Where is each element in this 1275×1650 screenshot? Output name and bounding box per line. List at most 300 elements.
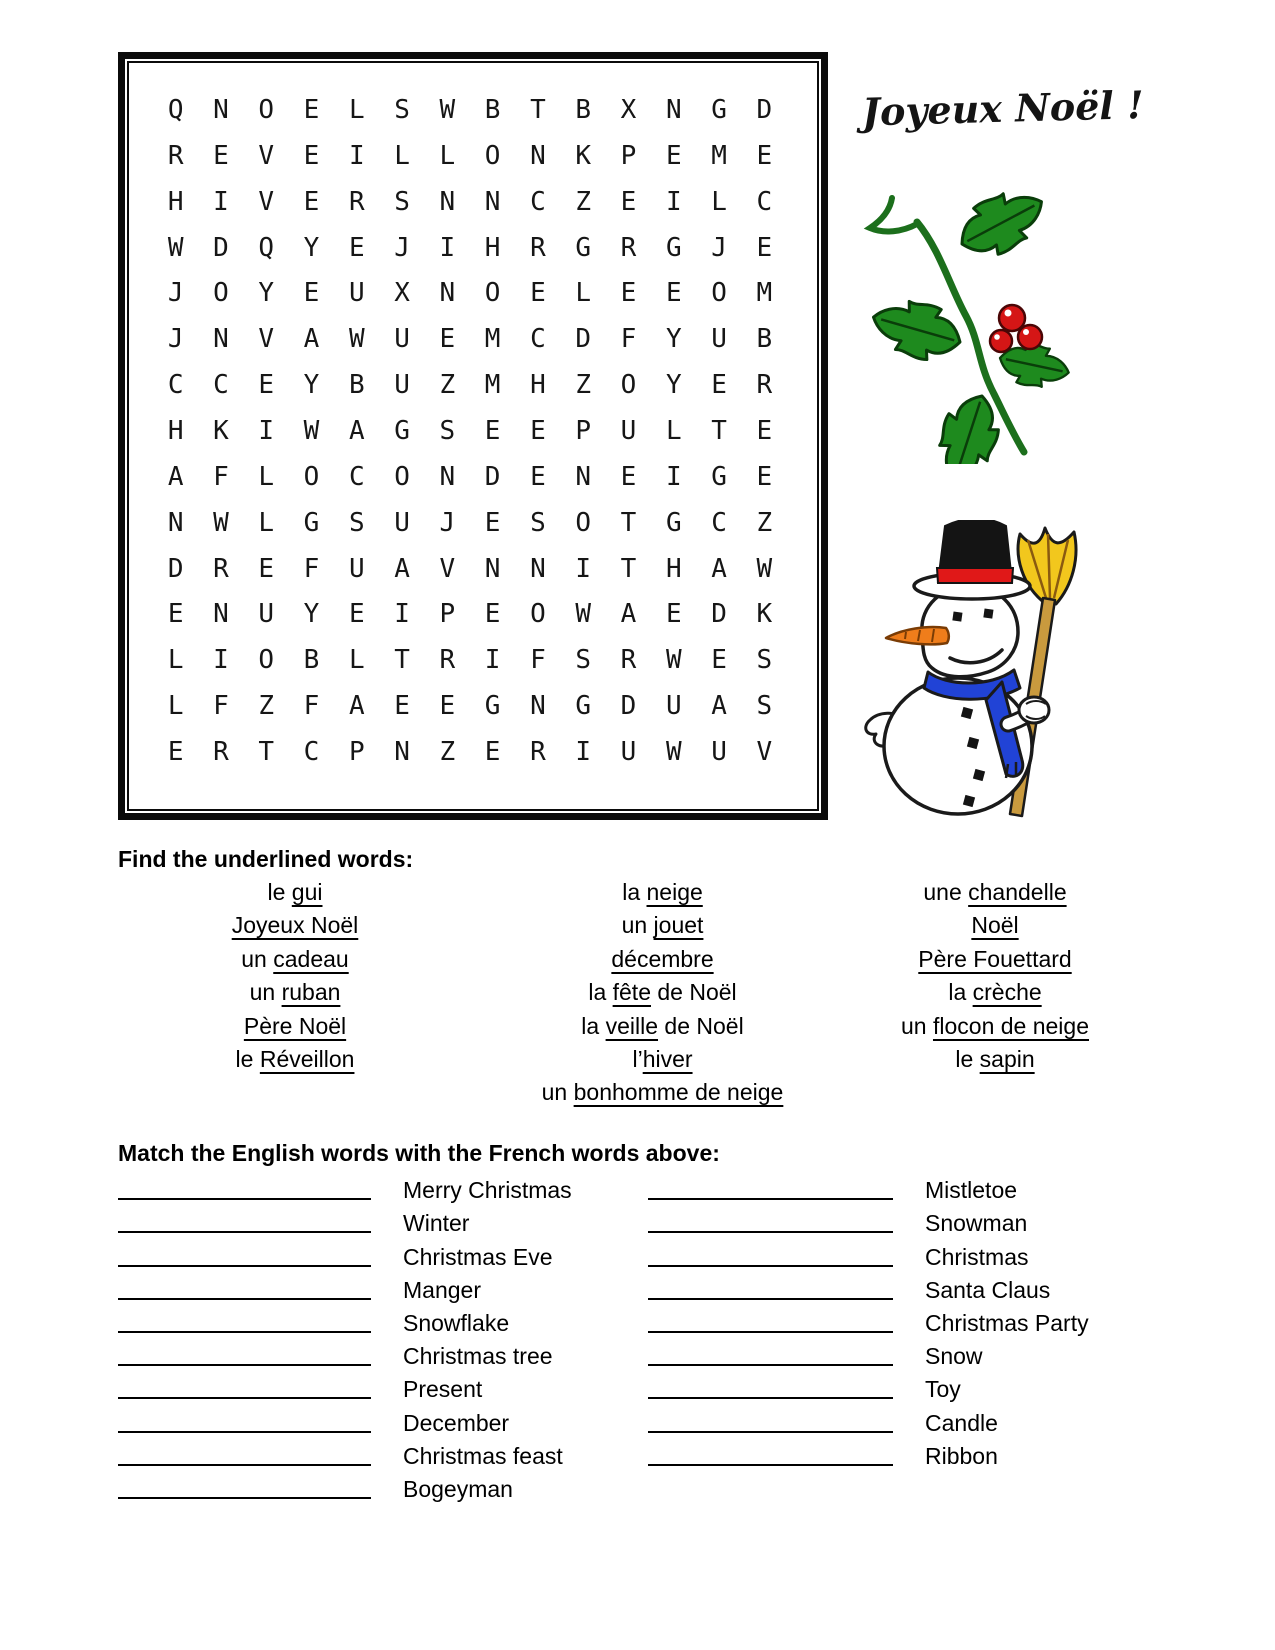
grid-letter: G [575,691,592,722]
english-word: Mistletoe [925,1177,1018,1204]
grid-letter: T [620,507,637,538]
grid-letter: Z [439,370,456,401]
grid-letter: C [348,461,365,492]
grid-letter: O [484,278,501,309]
grid-letter: I [439,232,456,263]
grid-letter: P [575,415,592,446]
word-article: la [622,879,647,905]
grid-letter: M [756,278,773,309]
grid-letter: A [711,553,727,584]
match-row [648,1272,1089,1305]
answer-blank [118,1497,371,1499]
grid-letter: I [348,140,365,171]
answer-blank [648,1431,893,1433]
grid-letter: N [213,94,229,125]
grid-letter: Y [665,370,682,401]
grid-letter: I [575,737,592,768]
grid-letter: G [394,415,410,446]
underlined-word: flocon de neige [932,1012,1089,1039]
grid-letter: Z [439,737,456,768]
grid-letter: H [167,415,184,446]
grid-letter: E [348,599,365,630]
grid-letter: O [530,599,546,630]
grid-letter: T [620,553,637,584]
english-word: Christmas tree [403,1343,553,1370]
french-word-item [130,876,460,909]
french-word-item [815,1010,1175,1043]
grid-letter: I [575,553,592,584]
wordsearch-grid [153,87,787,775]
french-word-item [480,909,845,942]
underlined-word: Réveillon [259,1046,355,1073]
grid-letter: H [665,553,682,584]
grid-letter: G [575,232,592,263]
answer-blank [118,1198,371,1200]
grid-letter: R [213,737,229,768]
grid-letter: L [394,140,410,171]
match-row [648,1205,1089,1238]
grid-letter: U [711,737,727,768]
underlined-word: cadeau [273,945,349,972]
grid-letter: F [530,645,546,676]
answer-blank [118,1265,371,1267]
answer-blank [118,1331,371,1333]
answer-blank [118,1231,371,1233]
word-suffix: de Noël [651,979,737,1006]
match-left-column [118,1172,572,1504]
underlined-word: gui [291,879,323,905]
answer-blank [648,1331,893,1333]
grid-letter: S [394,94,410,125]
grid-letter: V [258,186,275,217]
grid-letter: W [756,553,773,584]
grid-letter: I [394,599,410,630]
answer-blank [118,1298,371,1300]
grid-letter: Y [303,370,320,401]
grid-letter: R [756,370,773,401]
grid-letter: L [167,645,184,676]
underlined-word: Père Noël [243,1012,347,1039]
word-article: le [955,1046,980,1073]
french-word-item [815,876,1175,909]
grid-letter: U [620,415,637,446]
answer-blank [648,1298,893,1300]
top-hat-icon [914,520,1030,599]
grid-letter: S [756,645,773,676]
grid-letter: E [258,370,275,401]
grid-letter: W [575,599,592,630]
match-row [648,1305,1089,1338]
grid-letter: E [348,232,365,263]
english-word: Manger [403,1276,481,1303]
underlined-word: crèche [972,979,1042,1006]
match-section-heading: Match the English words with the French words above: [118,1140,720,1166]
grid-letter: E [303,278,320,309]
match-row [648,1238,1089,1271]
grid-letter: G [665,232,682,263]
english-word: Winter [403,1210,470,1237]
grid-letter: L [439,140,456,171]
grid-letter: D [620,691,637,722]
grid-letter: L [711,186,727,217]
grid-letter: H [167,186,184,217]
grid-letter: E [665,599,682,630]
grid-letter: N [439,461,456,492]
grid-letter: V [439,553,456,584]
grid-letter: E [303,186,320,217]
grid-letter: N [530,691,546,722]
word-article: un [541,1079,574,1106]
word-article: l’ [632,1046,643,1073]
grid-letter: E [530,415,546,446]
grid-letter: Y [665,324,682,355]
grid-letter: W [665,737,682,768]
grid-letter: L [348,645,365,676]
find-section-heading: Find the underlined words: [118,846,414,872]
grid-letter: N [394,737,410,768]
grid-letter: G [484,691,501,722]
word-article: un [241,945,274,972]
grid-letter: L [575,278,592,309]
match-right-column [648,1172,1089,1471]
grid-letter: C [167,370,184,401]
grid-letter: E [484,599,501,630]
grid-letter: C [711,507,727,538]
grid-letter: Y [258,278,275,309]
word-article: un [621,912,654,939]
grid-letter: E [530,461,546,492]
grid-letter: D [484,461,501,492]
grid-letter: B [484,94,501,125]
grid-letter: S [394,186,410,217]
grid-letter: R [348,186,365,217]
grid-letter: E [303,140,320,171]
french-word-item [815,1043,1175,1076]
match-row [118,1404,572,1437]
grid-letter: L [348,94,365,125]
wordsearch-box [118,52,828,820]
grid-letter: N [213,599,229,630]
answer-blank [118,1397,371,1399]
carrot-nose-icon [886,627,949,644]
grid-letter: H [484,232,501,263]
match-row [118,1338,572,1371]
grid-letter: E [620,461,637,492]
grid-letter: I [665,186,682,217]
grid-letter: E [620,278,637,309]
underlined-word: jouet [653,912,704,939]
grid-letter: O [711,278,727,309]
french-word-item [130,1043,460,1076]
grid-letter: B [348,370,365,401]
english-word: Snowman [925,1210,1028,1237]
match-row [648,1338,1089,1371]
grid-letter: O [213,278,229,309]
grid-letter: L [167,691,184,722]
find-column-2 [480,876,845,1110]
grid-letter: W [167,232,184,263]
grid-letter: I [213,186,229,217]
match-row [118,1205,572,1238]
grid-letter: I [484,645,501,676]
french-word-item [130,943,460,976]
grid-letter: Z [575,186,592,217]
grid-letter: J [439,507,456,538]
grid-letter: W [439,94,456,125]
word-article: le [235,1046,260,1073]
english-word: Christmas Party [925,1309,1089,1336]
underlined-word: ruban [281,979,341,1006]
underlined-word: Père Fouettard [918,945,1072,972]
match-row [118,1238,572,1271]
grid-letter: E [213,140,229,171]
word-article: le [267,879,292,905]
grid-letter: R [620,232,637,263]
french-word-item [130,1010,460,1043]
grid-letter: K [756,599,773,630]
grid-letter: T [711,415,727,446]
match-row [118,1471,572,1504]
grid-letter: D [756,94,773,125]
answer-blank [648,1265,893,1267]
match-row [648,1404,1089,1437]
answer-blank [118,1364,371,1366]
hand-icon [1019,697,1049,723]
french-word-item [480,1076,845,1109]
joyeux-noel-banner: Joyeux Noël ! [861,82,1145,135]
grid-letter: U [394,507,410,538]
answer-blank [648,1198,893,1200]
grid-letter: D [167,553,184,584]
holly-icon [862,192,1070,464]
grid-letter: T [530,94,546,125]
grid-letter: U [348,553,365,584]
grid-letter: Z [575,370,592,401]
grid-letter: J [711,232,727,263]
match-row [118,1272,572,1305]
grid-letter: S [575,645,592,676]
grid-letter: Q [258,232,275,263]
answer-blank [648,1364,893,1366]
french-word-item [815,976,1175,1009]
grid-letter: K [575,140,592,171]
find-column-1 [130,876,460,1076]
grid-letter: Y [303,232,320,263]
match-row [118,1438,572,1471]
grid-letter: N [484,553,501,584]
grid-letter: D [575,324,592,355]
grid-letter: B [756,324,773,355]
grid-letter: E [439,324,456,355]
underlined-word: chandelle [968,879,1067,905]
english-word: Christmas Eve [403,1243,553,1270]
french-word-item [480,1010,845,1043]
grid-letter: E [484,415,501,446]
underlined-word: fête [612,979,651,1006]
word-article: un [249,979,282,1006]
grid-letter: F [213,691,229,722]
grid-letter: C [756,186,773,217]
grid-letter: S [348,507,365,538]
grid-letter: M [484,324,501,355]
underlined-word: sapin [979,1046,1035,1073]
english-word: Christmas feast [403,1442,563,1469]
grid-letter: W [213,507,229,538]
grid-letter: L [665,415,682,446]
french-word-item [480,943,845,976]
grid-letter: X [620,94,637,125]
grid-letter: J [167,324,184,355]
word-article: la [948,979,973,1006]
grid-letter: N [530,140,546,171]
english-word: Present [403,1376,483,1403]
grid-letter: U [620,737,637,768]
grid-letter: O [394,461,410,492]
grid-letter: R [530,737,546,768]
grid-letter: N [484,186,501,217]
grid-letter: E [394,691,410,722]
grid-letter: N [213,324,229,355]
grid-letter: E [258,553,275,584]
answer-blank [118,1431,371,1433]
grid-letter: R [620,645,637,676]
grid-letter: A [394,553,410,584]
grid-letter: R [213,553,229,584]
french-word-item [130,976,460,1009]
grid-letter: E [484,737,501,768]
answer-blank [648,1464,893,1466]
match-row [118,1371,572,1404]
grid-letter: E [303,94,320,125]
grid-letter: J [167,278,184,309]
grid-letter: E [756,232,773,263]
grid-letter: K [213,415,229,446]
grid-letter: O [258,645,275,676]
grid-letter: Z [258,691,275,722]
french-word-item [480,876,845,909]
grid-letter: U [711,324,727,355]
word-article: un [901,1012,933,1039]
french-word-item [480,1043,845,1076]
grid-letter: X [394,278,410,309]
grid-letter: E [756,461,773,492]
word-article: la [588,979,613,1006]
grid-letter: N [167,507,184,538]
word-article: la [581,1012,606,1039]
grid-letter: E [167,737,184,768]
match-row [118,1305,572,1338]
grid-letter: M [711,140,727,171]
match-row [648,1371,1089,1404]
grid-letter: U [394,370,410,401]
grid-letter: E [711,645,727,676]
wordsearch-inner-border [127,61,819,811]
french-word-item [815,909,1175,942]
grid-letter: C [530,324,546,355]
grid-letter: G [665,507,682,538]
grid-letter: N [439,278,456,309]
grid-letter: W [303,415,320,446]
english-word: Merry Christmas [403,1177,572,1204]
grid-letter: P [439,599,456,630]
grid-letter: A [348,415,365,446]
grid-letter: O [303,461,320,492]
grid-letter: U [394,324,410,355]
grid-letter: W [348,324,365,355]
holly-berries-icon [990,305,1042,352]
grid-letter: E [484,507,501,538]
underlined-word: neige [646,879,703,905]
grid-letter: P [620,140,637,171]
grid-letter: G [303,507,320,538]
english-word: December [403,1409,510,1436]
grid-letter: E [530,278,546,309]
grid-letter: U [258,599,275,630]
grid-letter: O [258,94,275,125]
grid-letter: R [439,645,456,676]
french-word-item [130,909,460,942]
grid-letter: V [258,324,275,355]
english-word: Snow [925,1343,983,1370]
english-word: Toy [925,1376,961,1403]
grid-letter: C [530,186,546,217]
underlined-word: veille [605,1012,659,1039]
grid-letter: V [258,140,275,171]
grid-letter: Q [167,94,184,125]
grid-letter: U [665,691,682,722]
grid-letter: G [711,94,727,125]
grid-letter: M [484,370,501,401]
grid-letter: G [711,461,727,492]
underlined-word: décembre [611,945,714,972]
grid-letter: Z [756,507,773,538]
match-row [118,1172,572,1205]
grid-letter: R [530,232,546,263]
english-word: Snowflake [403,1309,510,1336]
grid-letter: D [213,232,229,263]
grid-letter: N [665,94,682,125]
answer-blank [118,1464,371,1466]
grid-letter: F [303,691,320,722]
grid-letter: O [620,370,637,401]
match-row [648,1438,1089,1471]
grid-letter: E [167,599,184,630]
grid-letter: O [575,507,592,538]
grid-letter: S [756,691,773,722]
grid-letter: Y [303,599,320,630]
grid-letter: W [665,645,682,676]
grid-letter: C [213,370,229,401]
grid-letter: E [665,140,682,171]
underlined-word: hiver [642,1046,693,1073]
grid-letter: E [665,278,682,309]
answer-blank [648,1397,893,1399]
grid-letter: T [258,737,275,768]
grid-letter: C [303,737,320,768]
grid-letter: E [439,691,456,722]
grid-letter: F [213,461,229,492]
snowman-icon [850,520,1112,820]
grid-letter: U [348,278,365,309]
english-word: Ribbon [925,1442,998,1469]
word-article: une [923,879,969,905]
grid-letter: A [348,691,365,722]
grid-letter: E [711,370,727,401]
english-word: Candle [925,1409,998,1436]
english-word: Bogeyman [403,1475,513,1502]
grid-letter: A [711,691,727,722]
grid-letter: S [439,415,456,446]
